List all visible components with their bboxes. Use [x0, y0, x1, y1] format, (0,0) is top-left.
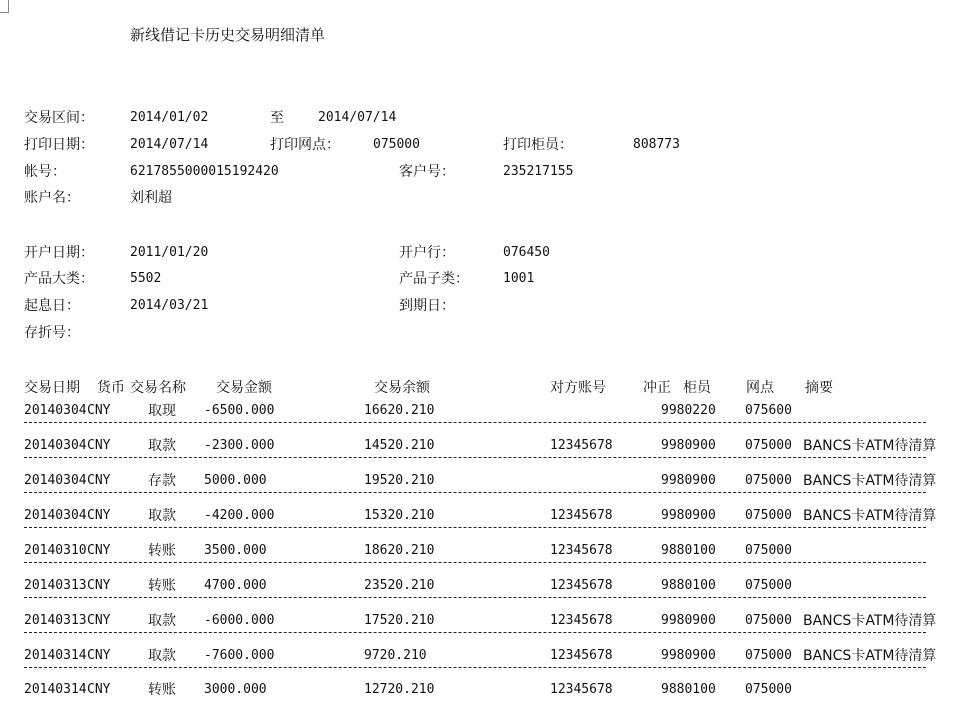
- cell-name: 取款: [148, 438, 176, 454]
- period-start: 2014/01/02: [130, 110, 209, 125]
- cell-date: 20140304: [24, 438, 87, 453]
- cell-balance: 9720.210: [364, 648, 427, 663]
- page-corner-mark: [0, 0, 9, 13]
- cell-branch: 075000: [745, 473, 792, 488]
- cell-amount: -6000.000: [204, 613, 275, 628]
- header-amount: 交易金额: [216, 380, 272, 396]
- open-bank-label: 开户行：: [399, 245, 455, 261]
- cell-teller: 9980220: [661, 403, 716, 418]
- print-branch: 075000: [373, 137, 420, 152]
- header-teller: 柜员: [683, 380, 711, 396]
- header-reversal: 冲正: [643, 380, 671, 396]
- customer-no-label: 客户号：: [399, 164, 455, 180]
- product-category-label: 产品大类：: [24, 271, 94, 287]
- document-title: 新线借记卡历史交易明细清单: [130, 26, 326, 44]
- header-branch: 网点: [746, 380, 774, 396]
- row-divider: [24, 422, 926, 423]
- cell-counterparty: 12345678: [550, 578, 613, 593]
- open-date-label: 开户日期：: [24, 245, 94, 261]
- print-date: 2014/07/14: [130, 137, 209, 152]
- cell-balance: 23520.210: [364, 578, 435, 593]
- due-date-label: 到期日：: [399, 298, 455, 314]
- cell-summary: BANCS卡ATM待清算: [803, 613, 937, 629]
- customer-no: 235217155: [503, 164, 574, 179]
- product-subcategory-label: 产品子类：: [399, 271, 469, 287]
- row-divider: [24, 597, 926, 598]
- table-row: [0, 473, 966, 497]
- table-row: [0, 543, 966, 567]
- cell-branch: 075600: [745, 403, 792, 418]
- cell-amount: -6500.000: [204, 403, 275, 418]
- table-row: [0, 578, 966, 602]
- cell-amount: -4200.000: [204, 508, 275, 523]
- cell-summary: BANCS卡ATM待清算: [803, 508, 937, 524]
- cell-teller: 9980900: [661, 473, 716, 488]
- row-divider: [24, 457, 926, 458]
- cell-teller: 9980900: [661, 508, 716, 523]
- cell-balance: 18620.210: [364, 543, 435, 558]
- cell-counterparty: 12345678: [550, 438, 613, 453]
- cell-branch: 075000: [745, 578, 792, 593]
- cell-date: 20140310: [24, 543, 87, 558]
- cell-date: 20140314: [24, 648, 87, 663]
- product-subcategory: 1001: [503, 271, 535, 286]
- cell-name: 转账: [148, 682, 176, 698]
- cell-amount: -7600.000: [204, 648, 275, 663]
- period-label: 交易区间：: [24, 110, 94, 126]
- header-counterparty: 对方账号: [550, 380, 606, 396]
- cell-name: 取款: [148, 613, 176, 629]
- cell-amount: 4700.000: [204, 578, 267, 593]
- cell-branch: 075000: [745, 648, 792, 663]
- cell-branch: 075000: [745, 438, 792, 453]
- cell-currency: CNY: [87, 543, 111, 558]
- table-row: [0, 682, 966, 702]
- cell-teller: 9980900: [661, 648, 716, 663]
- cell-counterparty: 12345678: [550, 648, 613, 663]
- table-row: [0, 508, 966, 532]
- cell-balance: 14520.210: [364, 438, 435, 453]
- cell-summary: BANCS卡ATM待清算: [803, 648, 937, 664]
- cell-date: 20140313: [24, 613, 87, 628]
- cell-amount: -2300.000: [204, 438, 275, 453]
- cell-currency: CNY: [87, 473, 111, 488]
- print-teller: 808773: [633, 137, 680, 152]
- row-divider: [24, 632, 926, 633]
- account-name-label: 账户名：: [24, 190, 80, 206]
- cell-branch: 075000: [745, 508, 792, 523]
- cell-balance: 19520.210: [364, 473, 435, 488]
- print-date-label: 打印日期：: [24, 137, 94, 153]
- cell-branch: 075000: [745, 543, 792, 558]
- print-teller-label: 打印柜员：: [503, 137, 573, 153]
- table-row: [0, 438, 966, 462]
- cell-name: 取现: [148, 403, 176, 419]
- row-divider: [24, 492, 926, 493]
- cell-branch: 075000: [745, 682, 792, 697]
- cell-currency: CNY: [87, 578, 111, 593]
- product-category: 5502: [130, 271, 162, 286]
- cell-amount: 5000.000: [204, 473, 267, 488]
- header-balance: 交易余额: [374, 380, 430, 396]
- table-row: [0, 648, 966, 672]
- account-number: 6217855000015192420: [130, 164, 279, 179]
- cell-date: 20140304: [24, 473, 87, 488]
- cell-name: 存款: [148, 473, 176, 489]
- cell-counterparty: 12345678: [550, 543, 613, 558]
- start-date-label: 起息日：: [24, 298, 80, 314]
- row-divider: [24, 527, 926, 528]
- print-branch-label: 打印网点：: [270, 137, 340, 153]
- cell-summary: BANCS卡ATM待清算: [803, 473, 937, 489]
- cell-teller: 9980900: [661, 438, 716, 453]
- header-date: 交易日期: [24, 380, 80, 396]
- open-date: 2011/01/20: [130, 245, 209, 260]
- header-currency: 货币: [97, 380, 125, 396]
- cell-counterparty: 12345678: [550, 613, 613, 628]
- cell-currency: CNY: [87, 508, 111, 523]
- cell-branch: 075000: [745, 613, 792, 628]
- cell-name: 转账: [148, 543, 176, 559]
- cell-balance: 17520.210: [364, 613, 435, 628]
- cell-amount: 3500.000: [204, 543, 267, 558]
- cell-balance: 15320.210: [364, 508, 435, 523]
- cell-summary: BANCS卡ATM待清算: [803, 438, 937, 454]
- cell-amount: 3000.000: [204, 682, 267, 697]
- row-divider: [24, 667, 926, 668]
- cell-teller: 9880100: [661, 682, 716, 697]
- account-label: 帐号：: [24, 164, 66, 180]
- row-divider: [24, 562, 926, 563]
- cell-counterparty: 12345678: [550, 508, 613, 523]
- cell-date: 20140304: [24, 403, 87, 418]
- table-row: [0, 403, 966, 427]
- cell-teller: 9880100: [661, 543, 716, 558]
- header-summary: 摘要: [805, 380, 833, 396]
- account-name: 刘利超: [130, 190, 172, 206]
- cell-currency: CNY: [87, 438, 111, 453]
- table-row: [0, 613, 966, 637]
- cell-balance: 12720.210: [364, 682, 435, 697]
- start-date: 2014/03/21: [130, 298, 209, 313]
- passbook-label: 存折号：: [24, 325, 80, 341]
- open-bank: 076450: [503, 245, 550, 260]
- cell-counterparty: 12345678: [550, 682, 613, 697]
- cell-date: 20140313: [24, 578, 87, 593]
- cell-teller: 9980900: [661, 613, 716, 628]
- cell-currency: CNY: [87, 648, 111, 663]
- cell-balance: 16620.210: [364, 403, 435, 418]
- cell-currency: CNY: [87, 682, 111, 697]
- cell-name: 取款: [148, 508, 176, 524]
- cell-name: 取款: [148, 648, 176, 664]
- cell-name: 转账: [148, 578, 176, 594]
- period-end: 2014/07/14: [318, 110, 397, 125]
- cell-teller: 9880100: [661, 578, 716, 593]
- period-to: 至: [270, 110, 284, 126]
- cell-currency: CNY: [87, 613, 111, 628]
- cell-currency: CNY: [87, 403, 111, 418]
- cell-date: 20140314: [24, 682, 87, 697]
- cell-date: 20140304: [24, 508, 87, 523]
- header-name: 交易名称: [130, 380, 186, 396]
